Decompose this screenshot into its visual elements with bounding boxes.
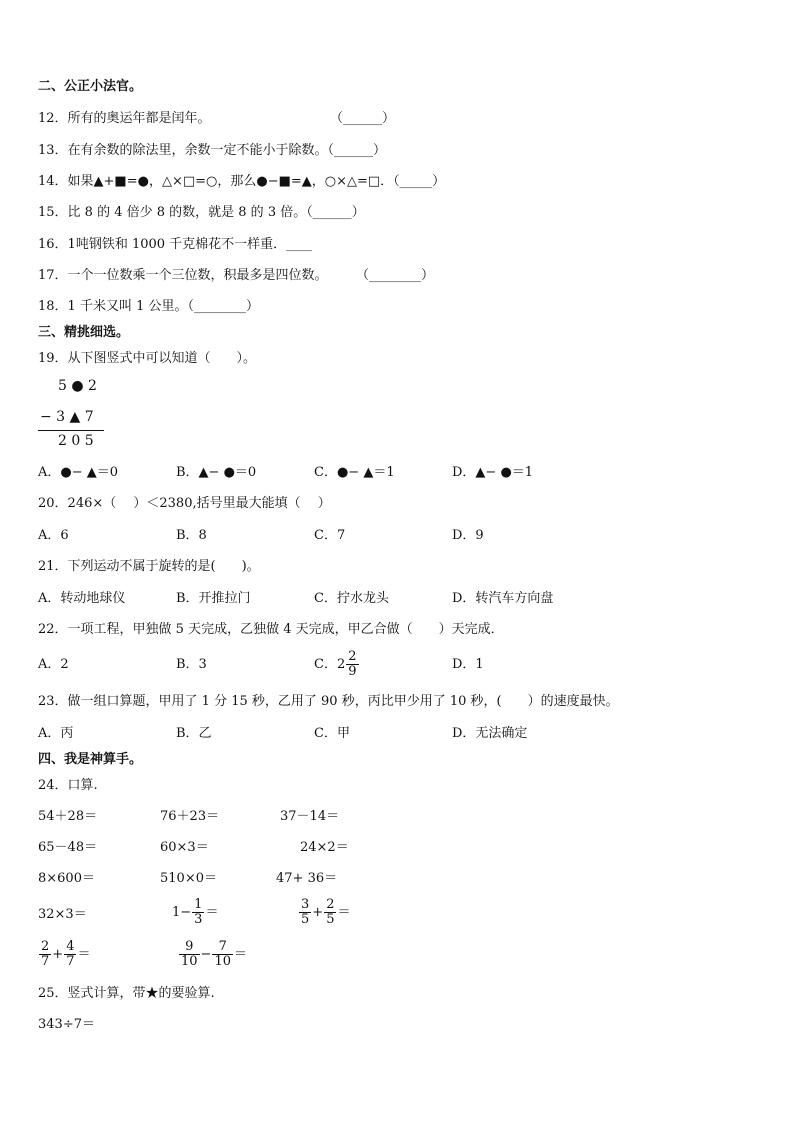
numerator: 3 — [301, 897, 310, 912]
numerator: 2 — [348, 649, 357, 664]
fraction — [39, 940, 51, 969]
calc-operator: − — [200, 947, 212, 962]
numerator: 4 — [66, 939, 75, 954]
calc-item: 76＋23＝ — [160, 809, 220, 824]
calc-text: ＝ — [205, 905, 219, 920]
option-b: B．▲− ●＝0 — [176, 465, 257, 480]
question-22: 22．一项工程，甲独做 5 天完成，乙独做 4 天完成，甲乙合做（ ）天完成． — [38, 622, 504, 637]
numerator: 7 — [212, 940, 233, 955]
calc-text: 1− — [172, 905, 192, 920]
option-c: C．●− ▲＝1 — [314, 465, 395, 480]
question-13: 13．在有余数的除法里，余数一定不能小于除数。（______） — [38, 143, 387, 158]
option-a: A．6 — [38, 528, 69, 543]
option-a: A．●− ▲＝0 — [38, 465, 119, 480]
option-a: A．转动地球仪 — [38, 591, 126, 606]
calc-item: 47+ 36＝ — [276, 871, 338, 886]
fraction — [64, 940, 76, 969]
option-d: D．转汽车方向盘 — [452, 591, 554, 606]
option-c: C．7 — [314, 528, 346, 543]
vertical-calc-line — [38, 430, 104, 431]
option-c — [314, 648, 360, 682]
denominator: 10 — [214, 954, 231, 969]
fraction — [324, 898, 336, 927]
section-title: 四、我是神算手。 — [38, 752, 143, 767]
calc-item: 343÷7＝ — [38, 1017, 95, 1032]
option-a: A．2 — [38, 657, 69, 672]
vertical-calc-row-2: − 3 ▲ 7 — [40, 409, 94, 425]
calc-text: ＝ — [77, 947, 91, 962]
calc-item: 65－48＝ — [38, 840, 98, 855]
option-d: D．1 — [452, 657, 484, 672]
calc-item: 54＋28＝ — [38, 809, 98, 824]
vertical-calc-row-1: 5 ● 2 — [58, 378, 97, 394]
option-b: B．8 — [176, 528, 207, 543]
calc-item — [172, 896, 218, 930]
numerator: 9 — [179, 940, 200, 955]
answer-blank: （______） — [330, 111, 396, 126]
section-title: 三、精挑细选。 — [38, 325, 130, 340]
numerator: 2 — [41, 939, 50, 954]
vertical-calc-row-3: 2 0 5 — [58, 433, 94, 449]
fraction — [192, 898, 204, 927]
option-c: C．拧水龙头 — [314, 591, 389, 606]
calc-item: 37－14＝ — [280, 809, 340, 824]
question-21: 21．下列运动不属于旋转的是( )。 — [38, 559, 260, 574]
option-d: D．▲− ●＝1 — [452, 465, 534, 480]
calc-text: ＝ — [337, 905, 351, 920]
denominator: 5 — [301, 912, 310, 927]
calc-text: ＝ — [234, 947, 248, 962]
option-b: B．乙 — [176, 726, 212, 741]
calc-item: 60×3＝ — [160, 840, 209, 855]
question-18: 18．1 千米又叫 1 公里。（________） — [38, 299, 259, 314]
denominator: 5 — [326, 912, 335, 927]
fraction — [179, 940, 200, 969]
calc-item: 32×3＝ — [38, 907, 87, 922]
option-c: C．甲 — [314, 726, 350, 741]
option-d: D．无法确定 — [452, 726, 528, 741]
option-b: B．开推拉门 — [176, 591, 251, 606]
numerator: 1 — [194, 897, 203, 912]
calc-item — [178, 938, 247, 972]
fraction — [212, 940, 233, 969]
question-15: 15．比 8 的 4 倍少 8 的数，就是 8 的 3 倍。（______） — [38, 205, 365, 220]
option-b: B．3 — [176, 657, 207, 672]
fraction — [346, 650, 358, 679]
numerator: 2 — [326, 897, 335, 912]
question-14: 14．如果▲+■=●，△×□=○，那么●−■=▲，○×△=□．（_____） — [38, 174, 446, 189]
answer-blank: （________） — [356, 268, 435, 283]
option-c-label: C．2 — [314, 657, 346, 672]
denominator: 7 — [41, 954, 50, 969]
calc-item — [38, 938, 90, 972]
fraction — [299, 898, 311, 927]
option-a: A．丙 — [38, 726, 74, 741]
denominator: 9 — [348, 664, 357, 679]
question-25: 25．竖式计算，带★的要验算. — [38, 986, 215, 1001]
question-16: 16．1吨钢铁和 1000 千克棉花不一样重．____ — [38, 237, 313, 252]
question-20: 20．246×（ ）＜2380,括号里最大能填（ ） — [38, 496, 331, 511]
denominator: 10 — [181, 954, 198, 969]
calc-item: 24×2＝ — [300, 840, 349, 855]
denominator: 7 — [66, 954, 75, 969]
denominator: 3 — [194, 912, 203, 927]
question-12: 12．所有的奥运年都是闰年。 — [38, 111, 211, 126]
question-23: 23．做一组口算题，甲用了 1 分 15 秒，乙用了 90 秒，丙比甲少用了 10 秒，( ）的速度最快。 — [38, 694, 619, 709]
question-17: 17．一个一位数乘一个三位数，积最多是四位数。 — [38, 268, 328, 283]
calc-operator: + — [312, 905, 324, 920]
calc-item: 510×0＝ — [160, 871, 217, 886]
section-title: 二、公正小法官。 — [38, 79, 143, 94]
question-19: 19．从下图竖式中可以知道（ ）。 — [38, 351, 257, 366]
calc-operator: + — [52, 947, 64, 962]
calc-item — [298, 896, 350, 930]
calc-item: 8×600＝ — [38, 871, 95, 886]
question-24: 24．口算. — [38, 778, 98, 793]
option-d: D．9 — [452, 528, 484, 543]
